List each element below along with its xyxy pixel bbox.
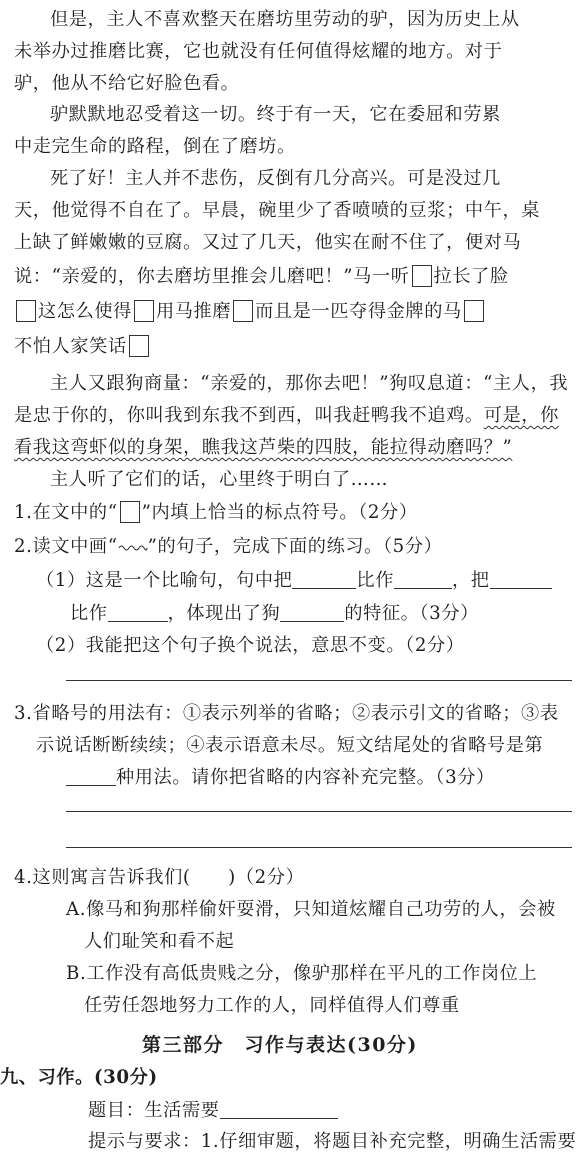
question-text: 比作 bbox=[70, 603, 108, 624]
punctuation-box[interactable] bbox=[16, 300, 36, 322]
story-line: 中走完生命的路程，倒在了磨坊。 bbox=[14, 136, 296, 157]
question-3: 示说话断断续续；④表示语意未尽。短文结尾处的省略号是第 bbox=[36, 735, 544, 756]
story-line bbox=[14, 265, 509, 289]
punctuation-box-sample bbox=[120, 501, 140, 523]
answer-line[interactable] bbox=[66, 847, 572, 848]
answer-blank[interactable] bbox=[280, 603, 344, 622]
punctuation-box[interactable] bbox=[129, 335, 149, 357]
story-text: 这怎么使得 bbox=[38, 301, 132, 322]
question-text: 种用法。请你把省略的内容补充完整。（3分） bbox=[116, 767, 495, 788]
wavy-line-icon bbox=[118, 540, 148, 552]
wavy-underlined-sentence: 可是，你 bbox=[483, 405, 559, 426]
question-text: （1）这是一个比喻句，句中把 bbox=[36, 570, 293, 591]
question-3: 3.省略号的用法有：①表示列举的省略；②表示引文的省略；③表 bbox=[14, 703, 559, 724]
part-heading: 第三部分 习作与表达(30分) bbox=[142, 1034, 418, 1056]
story-line bbox=[14, 404, 559, 428]
story-text: 不怕人家笑话 bbox=[14, 336, 127, 357]
story-text: 而且是一匹夺得金牌的马 bbox=[255, 301, 462, 322]
story-line bbox=[14, 436, 512, 460]
question-3 bbox=[66, 766, 495, 790]
story-line: 驴，他从不给它好脸色看。 bbox=[14, 73, 240, 94]
story-line: 天，他觉得不自在了。早晨，碗里少了香喷喷的豆浆；中午，桌 bbox=[14, 200, 541, 221]
answer-line[interactable] bbox=[66, 680, 572, 681]
question-text: 比作 bbox=[356, 570, 394, 591]
story-line: 未举办过推磨比赛，它也就没有任何值得炫耀的地方。对于 bbox=[14, 41, 503, 62]
story-line: 主人听了它们的话，心里终于明白了…… bbox=[50, 469, 389, 490]
question-text: ”内填上恰当的标点符号。（2分） bbox=[141, 502, 418, 523]
question-2-1 bbox=[36, 569, 552, 593]
option-b[interactable]: B.工作没有高低贵贱之分，像驴那样在平凡的工作岗位上 bbox=[66, 963, 538, 984]
story-line: 驴默默地忍受着这一切。终于有一天，它在委屈和劳累 bbox=[50, 104, 501, 125]
story-line bbox=[14, 335, 151, 359]
answer-blank[interactable] bbox=[490, 570, 552, 589]
question-1 bbox=[14, 501, 418, 525]
answer-blank[interactable] bbox=[292, 570, 356, 589]
punctuation-box[interactable] bbox=[464, 300, 484, 322]
question-2 bbox=[14, 535, 442, 559]
question-text: ，体现出了狗 bbox=[167, 603, 281, 624]
option-a[interactable]: 人们耻笑和看不起 bbox=[84, 931, 235, 952]
answer-blank[interactable] bbox=[394, 570, 452, 589]
story-text: 用马推磨 bbox=[155, 301, 232, 322]
option-a[interactable]: A.像马和狗那样偷奸耍滑，只知道炫耀自己功劳的人，会被 bbox=[66, 899, 556, 920]
story-line bbox=[14, 300, 486, 324]
option-b[interactable]: 任劳任怨地努力工作的人，同样值得人们尊重 bbox=[84, 995, 460, 1016]
story-line: 上缺了鲜嫩嫩的豆腐。又过了几天，他实在耐不住了，便对马 bbox=[14, 232, 522, 253]
question-4: 4.这则寓言告诉我们( )（2分） bbox=[14, 867, 305, 888]
question-text: 的特征。（3分） bbox=[344, 603, 479, 624]
story-text: 说：“亲爱的，你去磨坊里推会儿磨吧！”马一听 bbox=[14, 266, 410, 287]
story-line: 主人又跟狗商量：“亲爱的，那你去吧！”狗叹息道：“主人，我 bbox=[50, 373, 569, 394]
punctuation-box[interactable] bbox=[233, 300, 253, 322]
section-title: 九、习作。(30分) bbox=[0, 1067, 158, 1088]
question-2-1-cont bbox=[70, 602, 479, 626]
story-line: 死了好！主人并不悲伤，反倒有几分高兴。可是没过几 bbox=[50, 168, 501, 189]
question-text: 2.读文中画“ bbox=[14, 536, 118, 557]
question-2-2: （2）我能把这个句子换个说法，意思不变。（2分） bbox=[36, 635, 465, 656]
answer-line[interactable] bbox=[66, 811, 572, 812]
question-text: 1.在文中的“ bbox=[14, 502, 118, 523]
story-text: 拉长了脸 bbox=[433, 266, 509, 287]
question-text: ”的句子，完成下面的练习。（5分） bbox=[147, 536, 443, 557]
punctuation-box[interactable] bbox=[134, 300, 154, 322]
story-text: 是忠于你的，你叫我到东我不到西，叫我赶鸭我不追鸡。 bbox=[14, 405, 484, 426]
punctuation-box[interactable] bbox=[412, 265, 432, 287]
story-line: 但是，主人不喜欢整天在磨坊里劳动的驴，因为历史上从 bbox=[50, 9, 520, 30]
answer-blank[interactable] bbox=[66, 767, 116, 786]
requirements: 提示与要求：1.仔细审题，将题目补充完整，明确生活需要 bbox=[88, 1131, 577, 1152]
wavy-underlined-sentence: 看我这弯虾似的身架，瞧我这芦柴的四肢，能拉得动磨吗？” bbox=[14, 437, 513, 458]
essay-title bbox=[88, 1099, 338, 1123]
answer-blank[interactable] bbox=[108, 603, 168, 622]
essay-title-label: 题目：生活需要 bbox=[88, 1100, 220, 1121]
question-text: ，把 bbox=[452, 570, 490, 591]
answer-blank[interactable] bbox=[220, 1100, 338, 1119]
